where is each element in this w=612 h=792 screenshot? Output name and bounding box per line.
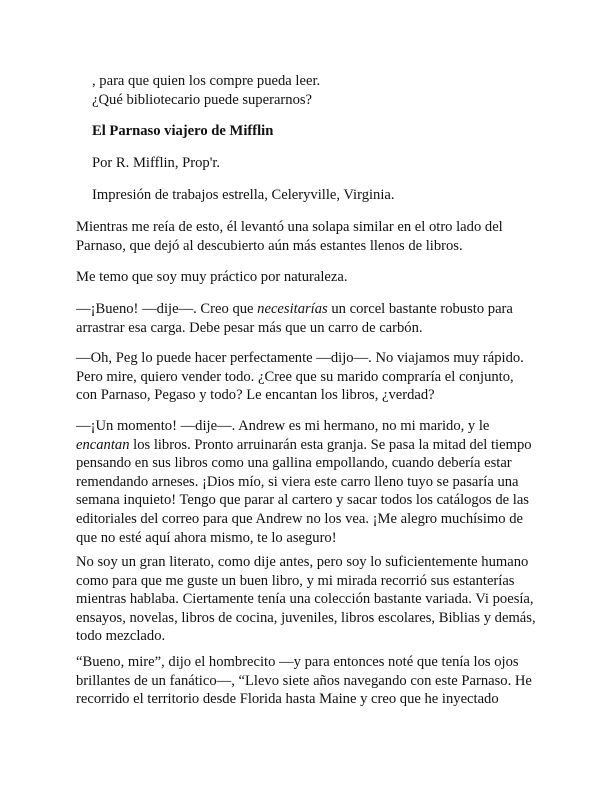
paragraph-1: Mientras me reía de esto, él levantó una solapa similar en el otro lado del Parnaso, que dejó al descubierto aún más estantes llenos de libros. bbox=[76, 219, 503, 254]
sign-line-1: , para que quien los compre pueda leer. bbox=[92, 73, 321, 89]
paragraph-5 bbox=[76, 417, 538, 547]
paragraph-6: No soy un gran literato, como dije antes, pero soy lo suficientemente humano como para que me guste un buen libro, y mi mirada recorrió sus estanterías mientras hablaba. Ciertamente tenía una colección bastante variada. Vi poesía, ensayos, novelas, libros de cocina, juveniles, libros escolares, Biblias y demás, todo mezclado. bbox=[76, 554, 536, 645]
sign-title: El Parnaso viajero de Mifflin bbox=[92, 123, 274, 139]
paragraph-2: Me temo que soy muy práctico por naturaleza. bbox=[76, 269, 348, 285]
paragraph-5-text-start: —¡Un momento! —dije—. Andrew es mi hermano, no mi marido, y le bbox=[76, 418, 490, 434]
sign-printer-line: Impresión de trabajos estrella, Celeryville, Virginia. bbox=[92, 187, 395, 203]
paragraph-3-emphasis: necesitarías bbox=[257, 301, 328, 317]
sign-byline: Por R. Mifflin, Prop'r. bbox=[92, 155, 221, 171]
paragraph-5-text-end: los libros. Pronto arruinarán esta granja. Se pasa la mitad del tiempo pensando en sus libros como una gallina empollando, cuando debería estar remendando arneses. ¡Dios mío, si viera este carro lleno tuyo se pasaría una semana inquieto! Tengo que parar al cartero y sacar todos los catálogos de las editoriales del correo para que Andrew no los vea. ¡Me alegro muchísimo de que no esté aquí ahora mismo, te lo aseguro! bbox=[76, 436, 532, 546]
paragraph-3-text-end: un corcel bastante robusto para arrastrar esa carga. Debe pesar más que un carro de carbón. bbox=[76, 301, 513, 336]
paragraph-3 bbox=[76, 300, 538, 337]
sign-text-block bbox=[92, 72, 320, 109]
paragraph-5-emphasis: encantan bbox=[76, 436, 130, 453]
paragraph-4: —Oh, Peg lo puede hacer perfectamente —dijo—. No viajamos muy rápido. Pero mire, quiero vender todo. ¿Cree que su marido compraría el conjunto, con Parnaso, Pegaso y todo? Le encantan los libros, ¿verdad? bbox=[76, 350, 524, 404]
paragraph-7: “Bueno, mire”, dijo el hombrecito —y para entonces noté que tenía los ojos brillantes de un fanático—, “Llevo siete años navegando con este Parnaso. He recorrido el territorio desde Florida hasta Maine y creo que he inyectado bbox=[76, 654, 532, 708]
paragraph-3-text-start: —¡Bueno! —dije—. Creo que bbox=[76, 301, 258, 317]
sign-line-2: ¿Qué bibliotecario puede superarnos? bbox=[92, 91, 313, 108]
